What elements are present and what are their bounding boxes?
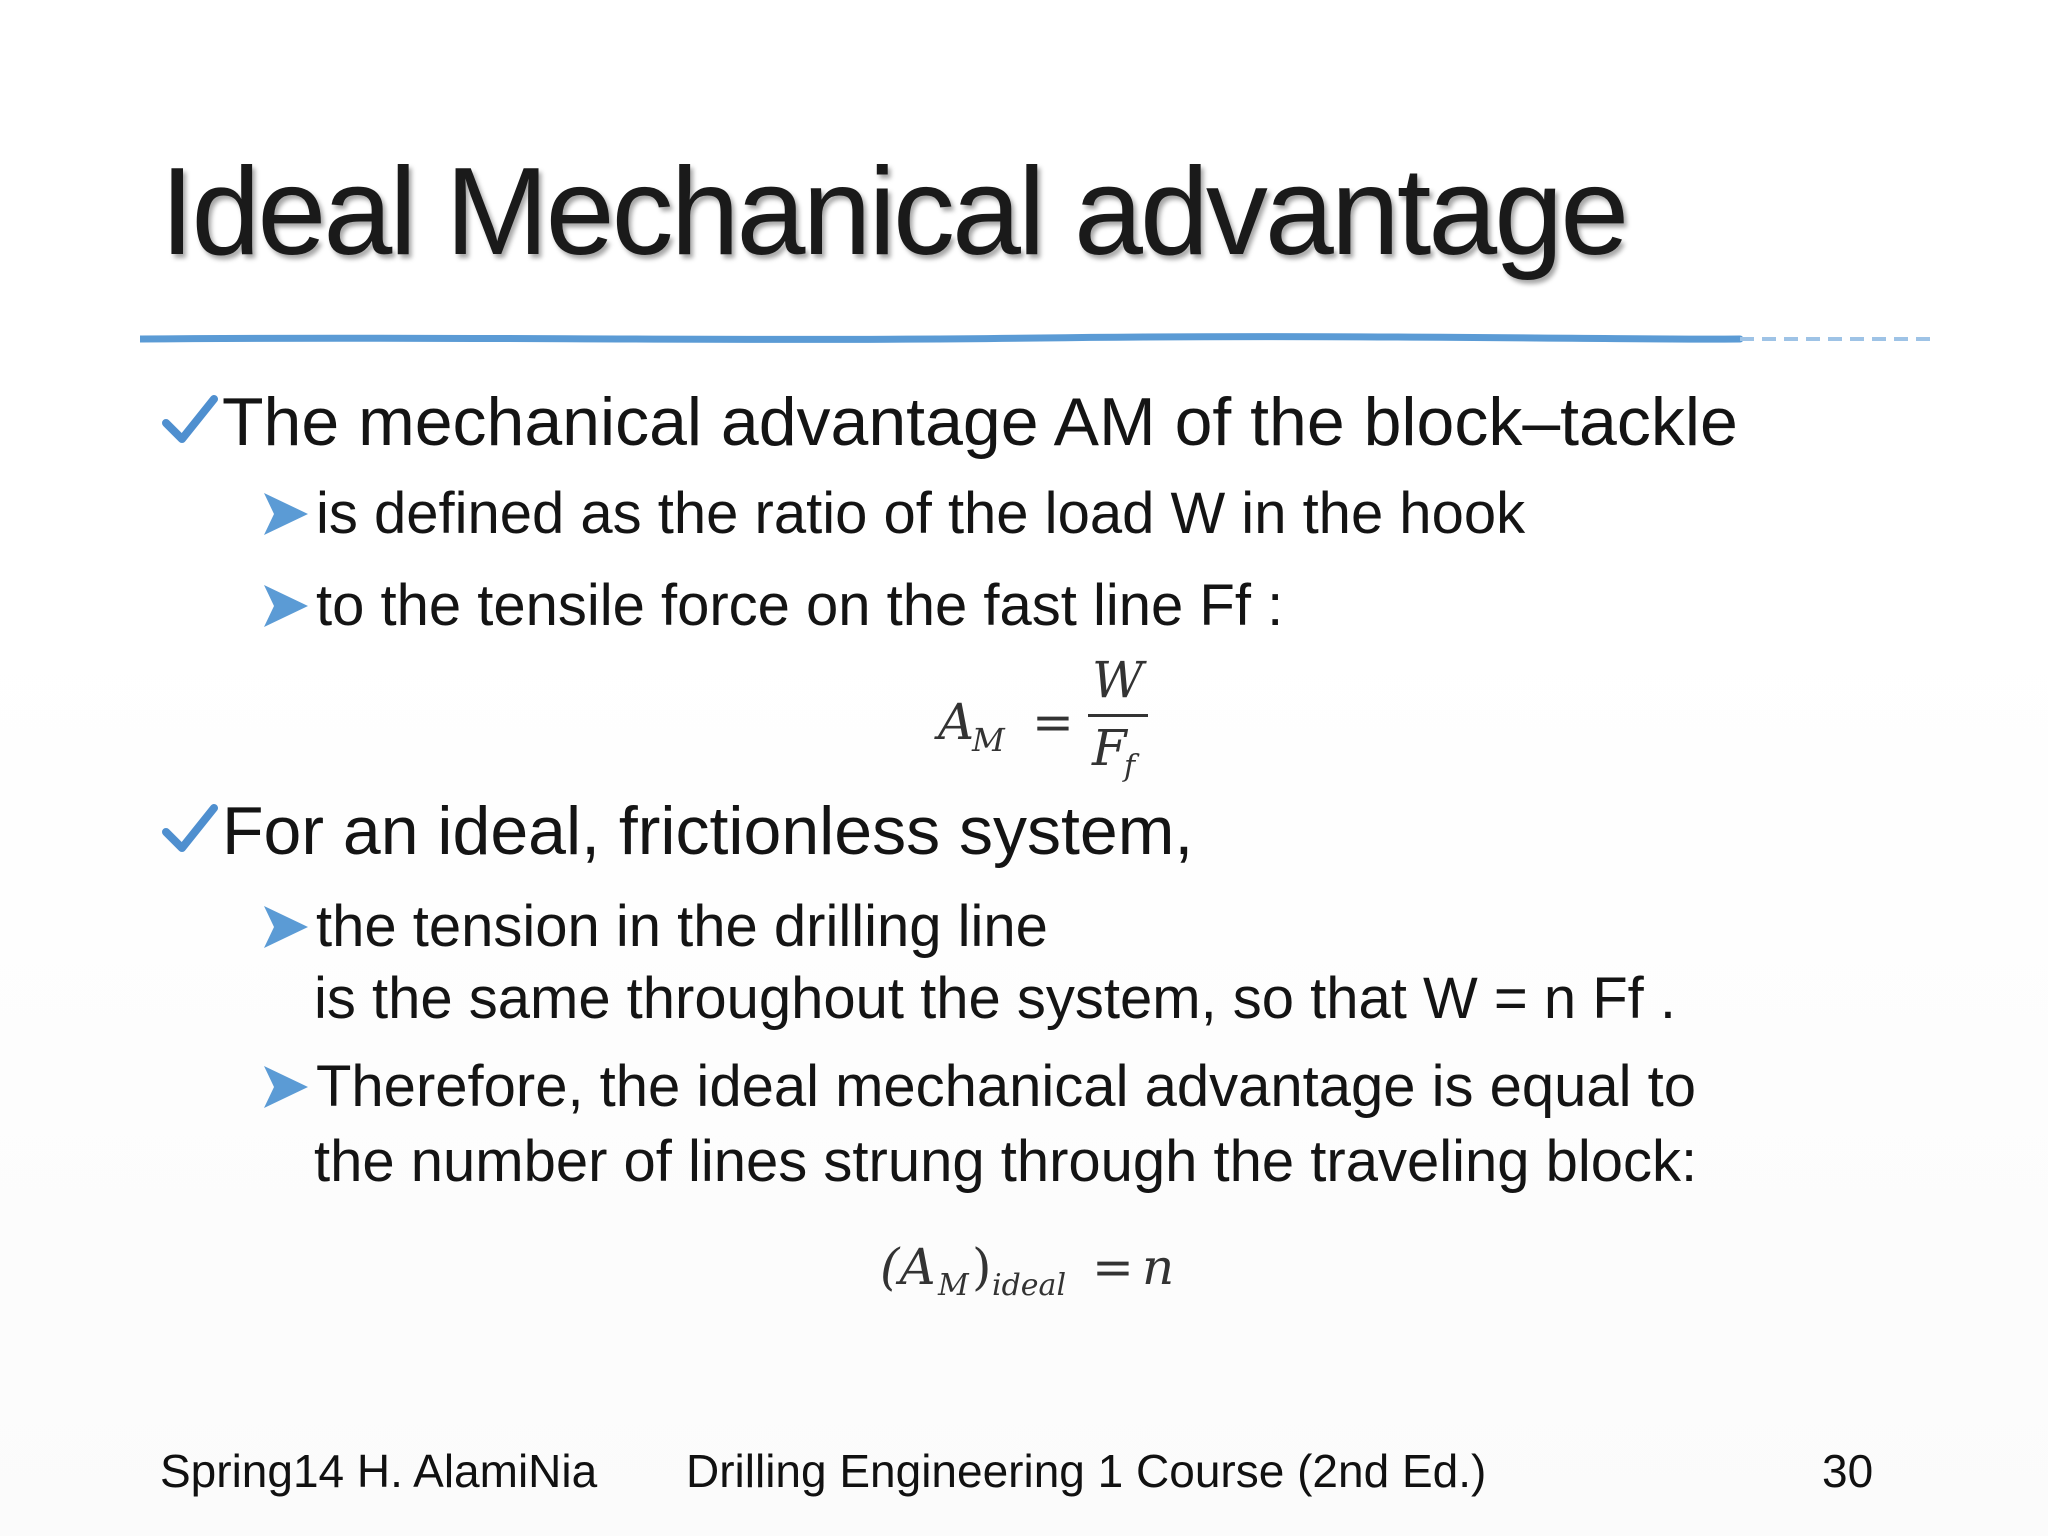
formula-1-lhs: A: [938, 693, 975, 751]
arrowhead-icon: [262, 583, 310, 629]
bullet-1-sub-1-text: is defined as the ratio of the load W in the hook: [316, 481, 1526, 546]
bullet-1-sub-2: [262, 573, 1284, 638]
bullet-2-sub-1-continuation: is the same throughout the system, so that W = n Ff .: [314, 966, 1677, 1031]
formula-1-numerator: W: [1092, 651, 1144, 709]
formula-2-equals: =: [1092, 1238, 1134, 1296]
formula-2-open: (A: [880, 1238, 936, 1296]
slide-title: Ideal Mechanical advantage: [160, 143, 1627, 281]
formula-2-sub-ideal: ideal: [992, 1268, 1067, 1303]
slide-number: 30: [1822, 1445, 1874, 1497]
bullet-2-sub-2-text: Therefore, the ideal mechanical advantage is equal to: [316, 1054, 1696, 1119]
arrowhead-icon: [262, 491, 310, 537]
bullet-1-sub-1: [262, 481, 1526, 546]
bullet-1-sub-2-text: to the tensile force on the fast line Ff :: [316, 573, 1284, 638]
bullet-2-sub-2: [262, 1054, 1696, 1119]
fraction-bar: [1088, 714, 1148, 717]
formula-1-denominator-sub: f: [1124, 749, 1136, 784]
footer-course: Drilling Engineering 1 Course (2nd Ed.): [686, 1445, 1487, 1497]
bullet-2-sub-1-text: the tension in the drilling line: [316, 894, 1048, 959]
checkmark-icon: [160, 802, 218, 856]
footer-author: Spring14 H. AlamiNia: [160, 1445, 598, 1497]
formula-1-equals: =: [1032, 693, 1074, 751]
bullet-1: [160, 384, 1738, 460]
bullet-2: [160, 793, 1194, 869]
formula-1-denominator: F: [1092, 719, 1127, 777]
title-divider: [140, 330, 1930, 348]
formula-2-sub: M: [938, 1268, 969, 1303]
arrowhead-icon: [262, 1064, 310, 1110]
formula-1-lhs-sub: M: [972, 721, 1005, 759]
formula-mechanical-advantage: [938, 651, 1178, 785]
formula-2-close: ): [972, 1238, 992, 1296]
formula-ideal-mechanical-advantage: [880, 1238, 1200, 1318]
bullet-2-text: For an ideal, frictionless system,: [222, 793, 1194, 869]
checkmark-icon: [160, 393, 218, 447]
bullet-1-text: The mechanical advantage AM of the block–tackle: [222, 384, 1738, 460]
bullet-2-sub-2-continuation: the number of lines strung through the traveling block:: [314, 1129, 1698, 1194]
formula-2-rhs: n: [1142, 1238, 1175, 1296]
bullet-2-sub-1: [262, 894, 1048, 959]
arrowhead-icon: [262, 904, 310, 950]
